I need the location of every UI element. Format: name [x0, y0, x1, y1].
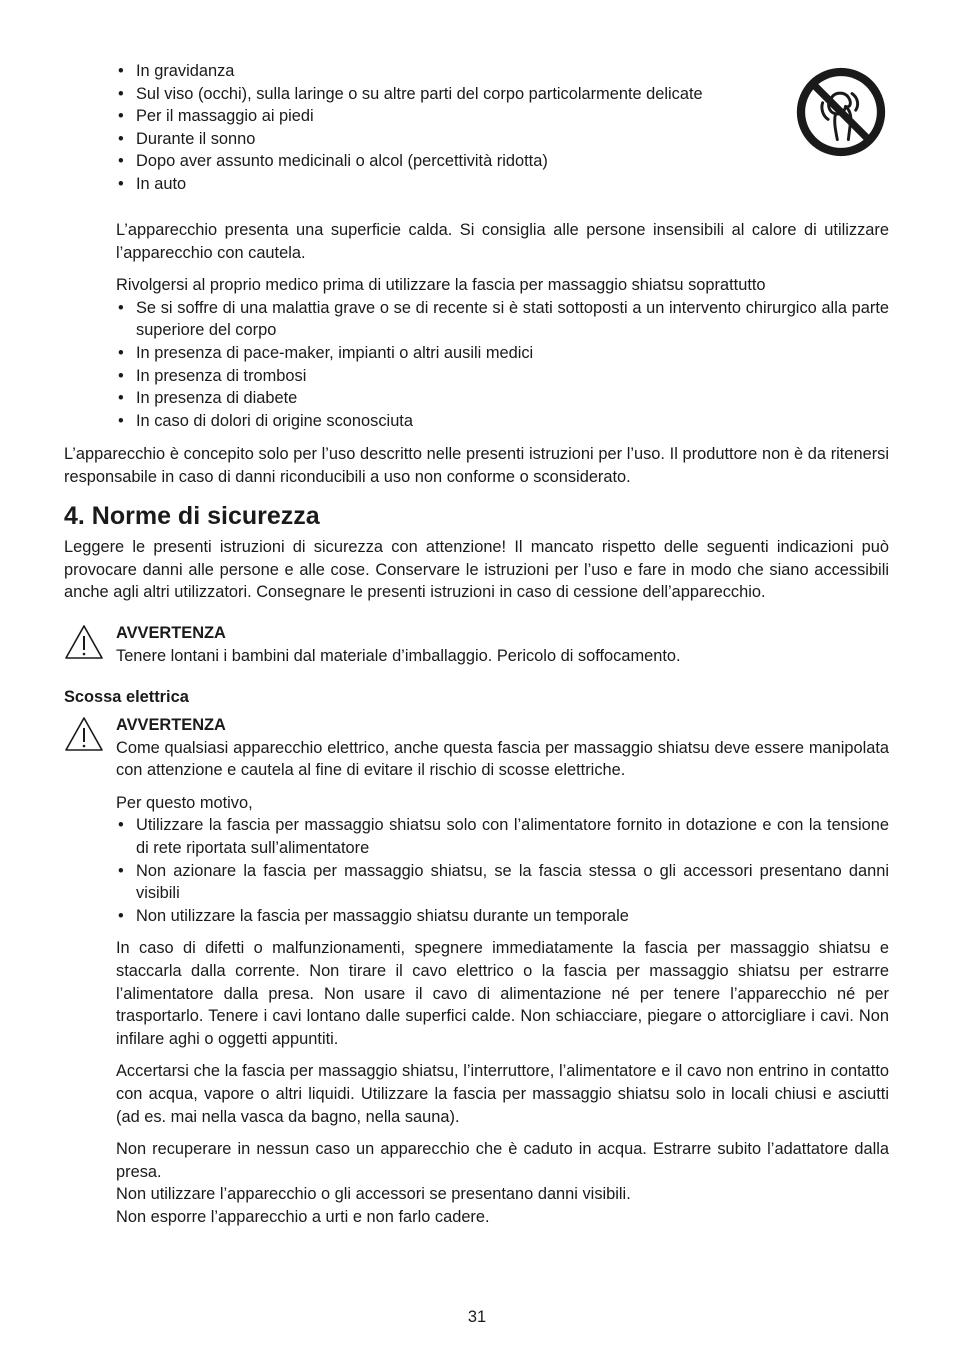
list-item: • In auto: [116, 173, 776, 196]
list-item: • In presenza di pace-maker, impianti o altri ausili medici: [116, 342, 889, 365]
list-item: • Dopo aver assunto medicinali o alcol (percettività ridotta): [116, 150, 776, 173]
water-paragraph: Accertarsi che la fascia per massaggio shiatsu, l’interruttore, l’alimentatore e il cavo non entrino in contatto con acqua, vapore o altri liquidi. Utilizzare la fascia per massaggio shiatsu solo in locali chiusi e asciutti (ad es. mai nella vasca da bagno, nella sauna).: [116, 1062, 889, 1126]
section-title: 4. Norme di sicurezza: [64, 502, 320, 530]
warning-text: Tenere lontani i bambini dal materiale d’imballaggio. Pericolo di soffocamento.: [116, 646, 681, 665]
page-number: 31: [467, 1308, 487, 1326]
electric-list: [116, 814, 889, 927]
doctor-list: [116, 297, 889, 433]
doctor-intro: Rivolgersi al proprio medico prima di utilizzare la fascia per massaggio shiatsu soprattutto: [116, 276, 766, 295]
subheading-electric-shock: Scossa elettrica: [64, 688, 189, 706]
warning-title: AVVERTENZA: [116, 716, 226, 734]
list-item: • Se si soffre di una malattia grave o se di recente si è stati sottoposti a un intervento chirurgico alla parte superiore del corpo: [116, 297, 889, 342]
damaged-paragraph: Non utilizzare l’apparecchio o gli accessori se presentano danni visibili.: [116, 1185, 631, 1204]
warning-text: Come qualsiasi apparecchio elettrico, anche questa fascia per massaggio shiatsu deve essere manipolata con attenzione e cautela al fine di evitare il rischio di scosse elettriche.: [116, 738, 889, 780]
intro-notes: [116, 219, 889, 432]
contraindication-list: [116, 60, 776, 196]
warning-triangle-icon: [64, 716, 104, 752]
doctor-advice: [116, 274, 889, 432]
reason-intro: Per questo motivo,: [116, 793, 253, 812]
list-item: • Non azionare la fascia per massaggio shiatsu, se la fascia stessa o gli accessori presentano danni visibili: [116, 860, 889, 905]
hot-surface-note: L’apparecchio presenta una superficie calda. Si consiglia alle persone insensibili al calore di utilizzare l’apparecchio con cautela.: [116, 221, 889, 262]
list-item: • In presenza di diabete: [116, 387, 889, 410]
dropped-paragraph: Non recuperare in nessun caso un apparecchio che è caduto in acqua. Estrarre subito l’adattatore dalla presa.: [116, 1140, 889, 1181]
list-item: • In gravidanza: [116, 60, 776, 83]
warning-triangle-icon: [64, 624, 104, 660]
list-item: • Durante il sonno: [116, 128, 776, 151]
shock-paragraph: Non esporre l’apparecchio a urti e non farlo cadere.: [116, 1207, 490, 1226]
warning-packaging: [116, 622, 889, 667]
list-item: • In caso di dolori di origine sconosciuta: [116, 410, 889, 433]
defects-paragraph: In caso di difetti o malfunzionamenti, spegnere immediatamente la fascia per massaggio shiatsu e staccarla dalla corrente. Non tirare il cavo elettrico o la fascia per massaggio shiatsu per estrarre l’alimentatore dalla presa. Non usare il cavo di alimentazione né per tenere l’apparecchio né per trasportarlo. Tenere i cavi lontano dalle superfici calde. Non schiacciare, piegare o attorcigliare i cavi. Non infilare aghi o oggetti appuntiti.: [116, 939, 889, 1048]
list-item: • Utilizzare la fascia per massaggio shiatsu solo con l’alimentatore fornito in dotazione e con la tensione di rete riportata sull’alimentatore: [116, 814, 889, 859]
list-item: • Sul viso (occhi), sulla laringe o su altre parti del corpo particolarmente delicate: [116, 83, 776, 106]
list-item: • Non utilizzare la fascia per massaggio shiatsu durante un temporale: [116, 905, 889, 928]
list-item: • Per il massaggio ai piedi: [116, 105, 776, 128]
warning-electric-shock: [116, 714, 889, 1228]
list-item: • In presenza di trombosi: [116, 365, 889, 388]
intended-use-note: L’apparecchio è concepito solo per l’uso descritto nelle presenti istruzioni per l’uso. Il produttore non è da ritenersi responsabile in caso di danni riconducibili a uso non conforme o sconsiderato.: [64, 445, 889, 486]
section-intro: Leggere le presenti istruzioni di sicurezza con attenzione! Il mancato rispetto delle seguenti indicazioni può provocare danni alle persone e alle cose. Conservare le istruzioni per l’uso e fare in modo che siano accessibili anche agli altri utilizzatori. Consegnare le presenti istruzioni in caso di cessione dell’apparecchio.: [64, 538, 889, 602]
warning-title: AVVERTENZA: [116, 624, 226, 642]
no-metal-implant-icon: [795, 66, 887, 158]
